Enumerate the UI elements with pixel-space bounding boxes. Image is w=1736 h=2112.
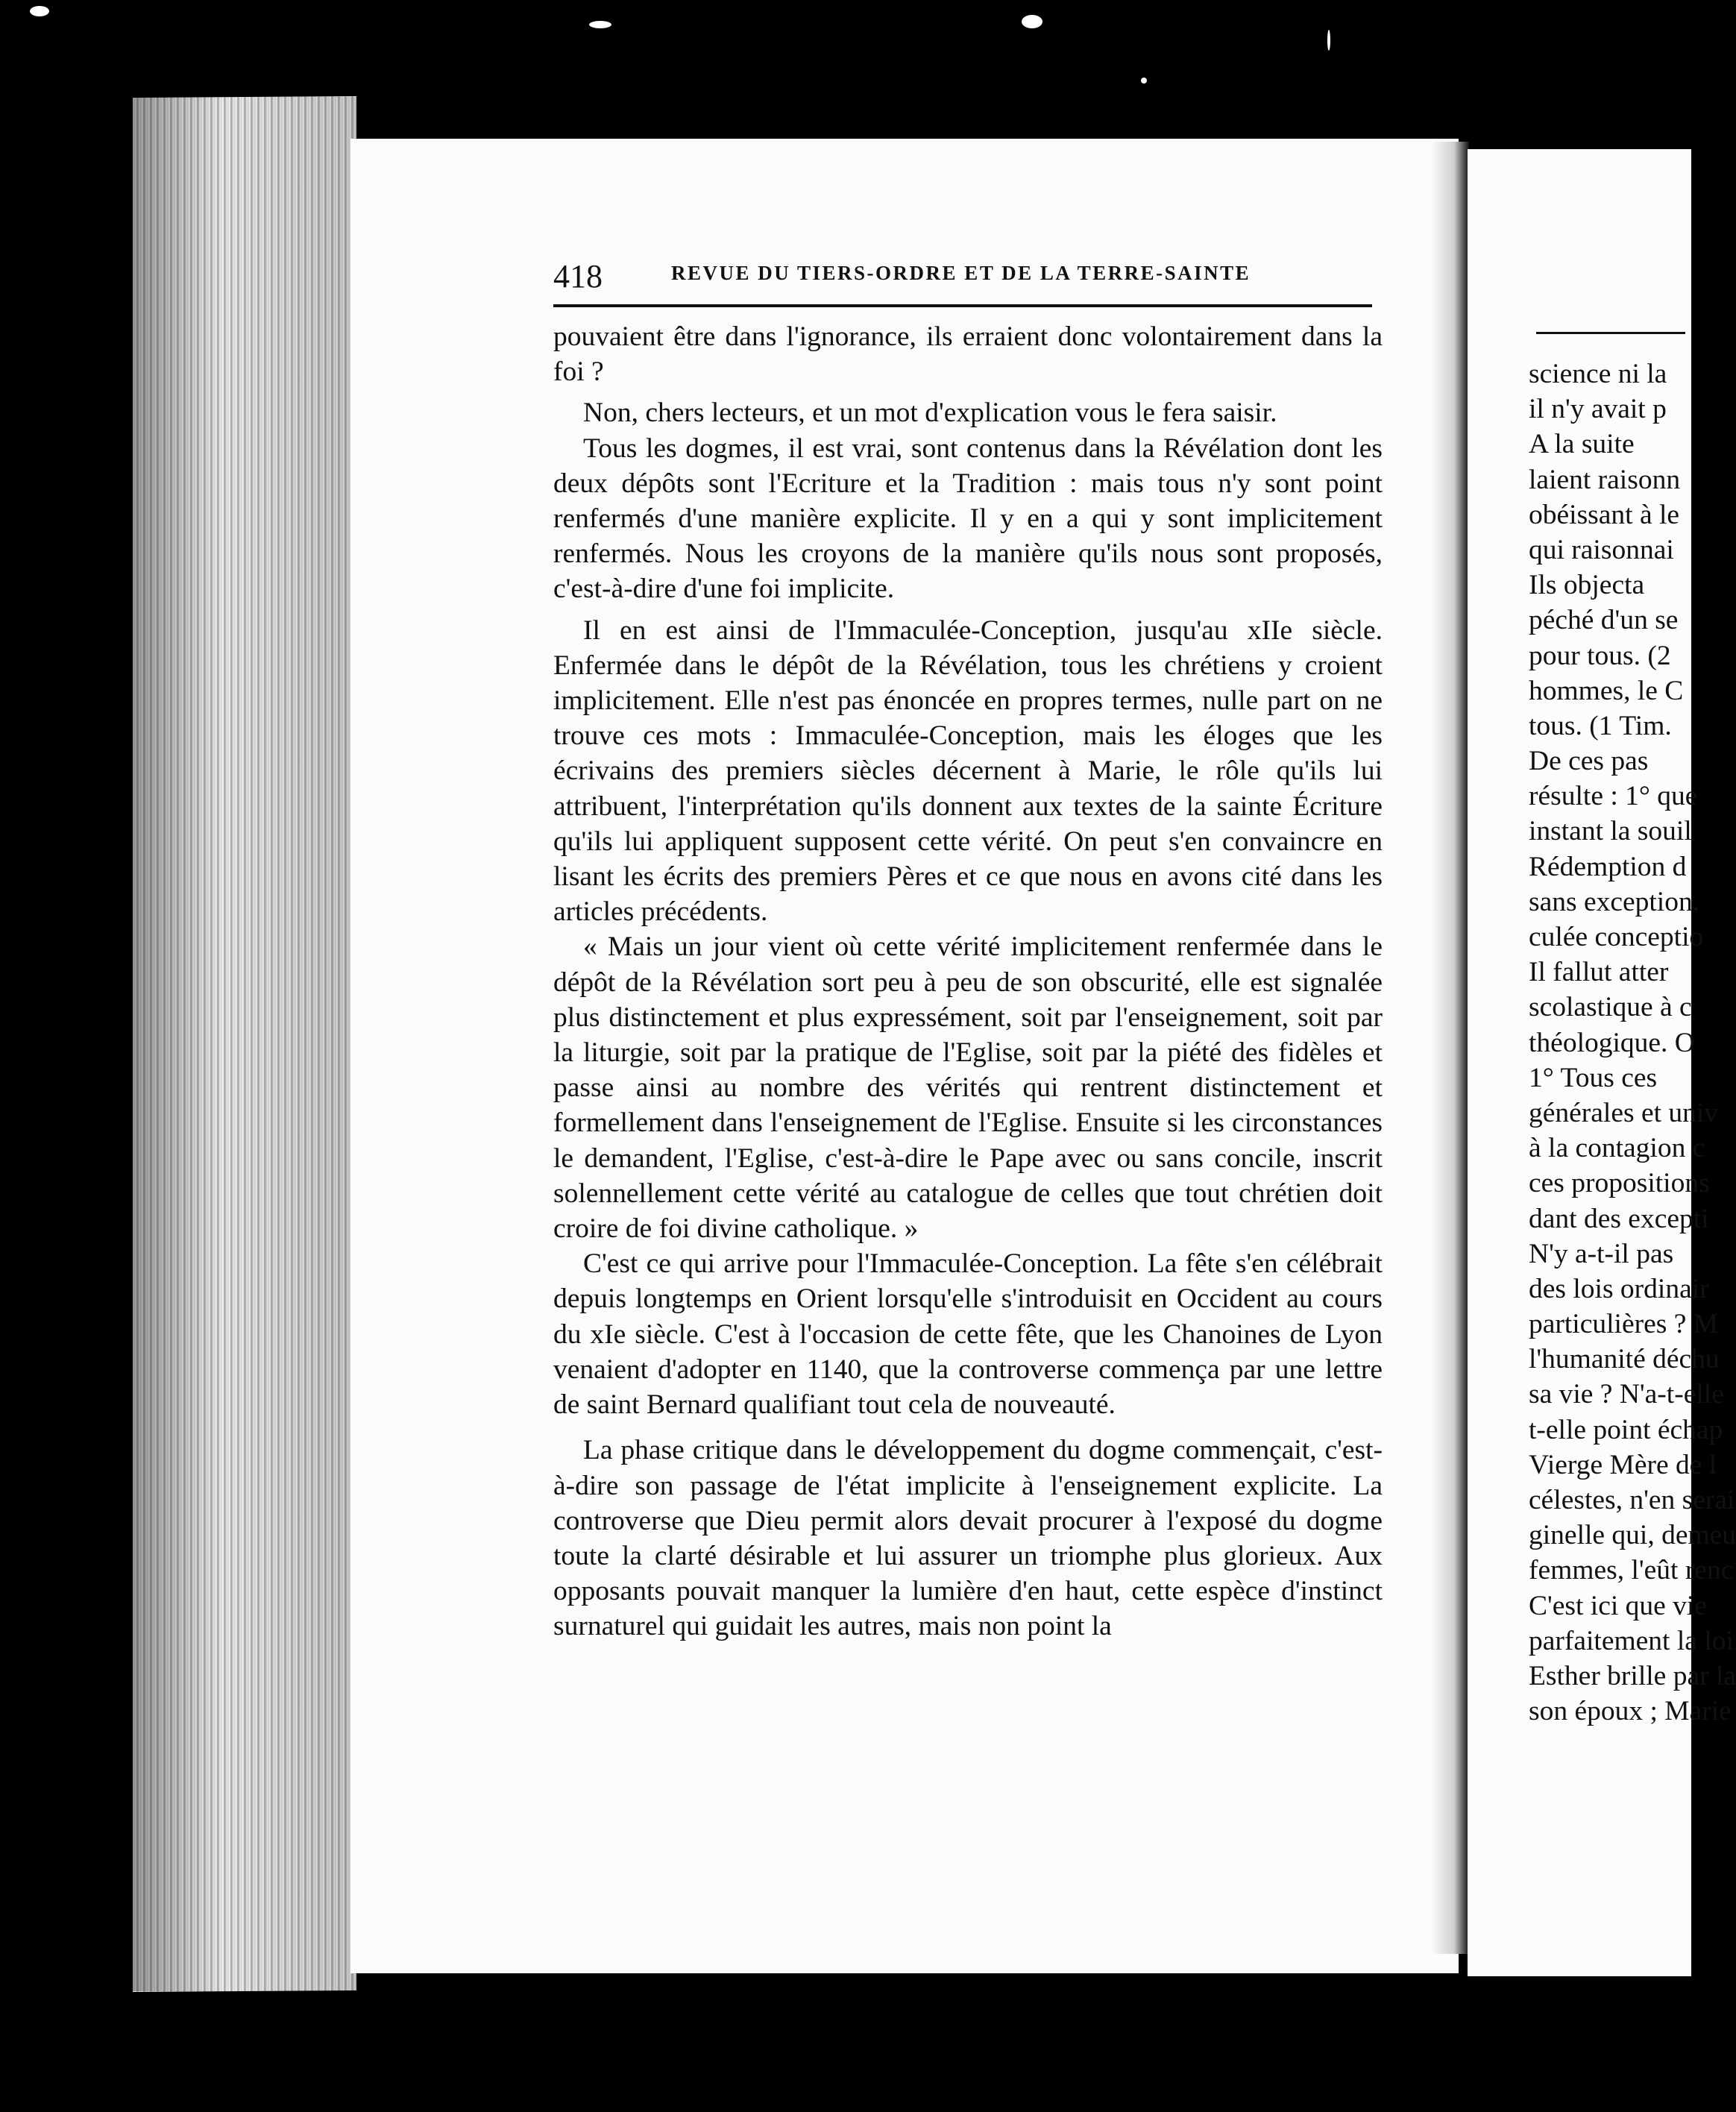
paragraph: Tous les dogmes, il est vrai, sont contenus dans la Révélation dont les deux dépôts sont l'Ecriture et la Tradition : mais tous n'y sont point renfermés d'une manière explicite. Il y en a qui y sont implicitement renfermés. Nous les croyons de la manière qu'ils nous sont proposés, c'est-à-dire d'une foi implicite. (553, 433, 1383, 605)
text-line: instant la souil (1529, 816, 1692, 847)
running-head (553, 257, 1385, 295)
text-line: résulte : 1° que (1529, 781, 1698, 812)
right-header-rule (1536, 332, 1685, 334)
text-line: Rédemption d (1529, 851, 1687, 882)
text-line: culée conceptio (1529, 922, 1704, 952)
film-speck (30, 6, 49, 16)
text-line: hommes, le C (1529, 675, 1684, 706)
film-speck (1141, 78, 1147, 84)
text-line: célestes, n'en serai (1529, 1485, 1735, 1515)
book-edge-shadow (133, 97, 356, 1991)
text-line: Il fallut atter (1529, 957, 1669, 988)
text-line: qui raisonnai (1529, 534, 1674, 565)
paragraph: pouvaient être dans l'ignorance, ils erraient donc volontairement dans la foi ? (553, 321, 1383, 388)
text-line: Esther brille par la (1529, 1660, 1736, 1691)
text-line: sa vie ? N'a-t-elle (1529, 1379, 1724, 1410)
text-line: De ces pas (1529, 746, 1649, 777)
text-line: théologique. O (1529, 1027, 1695, 1058)
text-line: femmes, l'eût renc (1529, 1555, 1734, 1586)
text-line: Ils objecta (1529, 570, 1645, 601)
text-line: particulières ? M (1529, 1309, 1719, 1340)
text-line: l'humanité déchu (1529, 1344, 1720, 1375)
paragraph: Il en est ainsi de l'Immaculée-Conception, jusqu'au xIIe siècle. Enfermée dans le dépôt de la Révélation, tous les chrétiens y croient implicitement. Elle n'est pas énoncée en propres termes, nulle part on ne trouve ces mots : Immaculée-Conception, mais les éloges que les écrivains des premiers siècles décernent à Marie, le rôle qu'ils lui attribuent, l'interprétation qu'ils donnent aux textes de la sainte Écriture qu'ils lui appliquent supposent cette vérité. On peut s'en convaincre en lisant les écrits des premiers Pères et ce que nous en avons cité dans les articles précédents. (553, 615, 1383, 928)
text-line: science ni la (1529, 359, 1667, 389)
text-line: générales et univ (1529, 1097, 1719, 1128)
text-line: pour tous. (2 (1529, 640, 1671, 671)
film-speck (1022, 15, 1042, 28)
text-line: dant des excepti (1529, 1203, 1709, 1234)
paragraph: C'est ce qui arrive pour l'Immaculée-Conception. La fête s'en célébrait depuis longtemps en Orient lorsqu'elle s'introduisit en Occident au cours du xIe siècle. C'est à l'occasion de cette fête, que les Chanoines de Lyon venaient d'adopter en 1140, que la controverse commença par une lettre de saint Bernard qualifiant tout cela de nouveauté. (553, 1248, 1383, 1421)
text-line: C'est ici que vie (1529, 1590, 1707, 1621)
paragraph: La phase critique dans le développement du dogme commençait, c'est-à-dire son passage de l'état implicite à l'enseignement explicite. La controverse que Dieu permit alors devait procurer à l'exposé du dogme toute la clarté désirable et lui assurer un triomphe plus glorieux. Aux opposants pouvait manquer la lumière d'en haut, cette espèce d'instinct surnaturel qui guidait les autres, mais non point la (553, 1435, 1383, 1642)
paragraph: « Mais un jour vient où cette vérité implicitement renfermée dans le dépôt de la Révélation sort peu à peu de son obscurité, elle est signalée plus distinctement et plus expressément, soit par l'enseignement, soit par la liturgie, soit par la pratique de l'Eglise, soit par la piété des fidèles et passe ainsi au nombre des vérités qui rentrent distinctement et formellement dans l'enseignement de l'Eglise. Ensuite si les circonstances le demandent, l'Eglise, c'est-à-dire le Pape avec ou sans concile, inscrit solennellement cette vérité au catalogue de celles que tout chrétien doit croire de foi divine catholique. » (553, 931, 1383, 1245)
book-gutter (1432, 142, 1469, 1954)
text-line: ces propositions (1529, 1168, 1710, 1199)
running-title: REVUE DU TIERS-ORDRE ET DE LA TERRE-SAINTE (671, 262, 1251, 284)
paragraph: Non, chers lecteurs, et un mot d'explication vous le fera saisir. (583, 397, 1277, 429)
header-rule (553, 304, 1372, 307)
text-line: des lois ordinair (1529, 1273, 1709, 1304)
text-line: tous. (1 Tim. (1529, 710, 1672, 741)
text-line: obéissant à le (1529, 499, 1680, 530)
text-line: A la suite (1529, 429, 1635, 460)
film-speck (1327, 30, 1330, 51)
text-line: péché d'un se (1529, 605, 1679, 636)
text-line: N'y a-t-il pas (1529, 1238, 1674, 1269)
text-line: parfaitement la loi (1529, 1625, 1734, 1656)
text-line: ginelle qui, demeu (1529, 1520, 1736, 1551)
text-line: scolastique à c (1529, 992, 1692, 1023)
left-page-text (553, 319, 1383, 1644)
text-line: laient raisonn (1529, 464, 1681, 495)
text-line: t-elle point échap (1529, 1414, 1723, 1445)
text-line: sans exception. (1529, 886, 1700, 917)
text-line: il n'y avait p (1529, 394, 1667, 425)
film-speck (589, 21, 611, 28)
text-line: Vierge Mère de l (1529, 1449, 1717, 1480)
page-number: 418 (553, 258, 603, 295)
text-line: à la contagion c (1529, 1133, 1705, 1164)
text-line: son époux ; Marie (1529, 1696, 1732, 1727)
text-line: 1° Tous ces (1529, 1062, 1658, 1093)
right-page-text (1529, 356, 1736, 1729)
